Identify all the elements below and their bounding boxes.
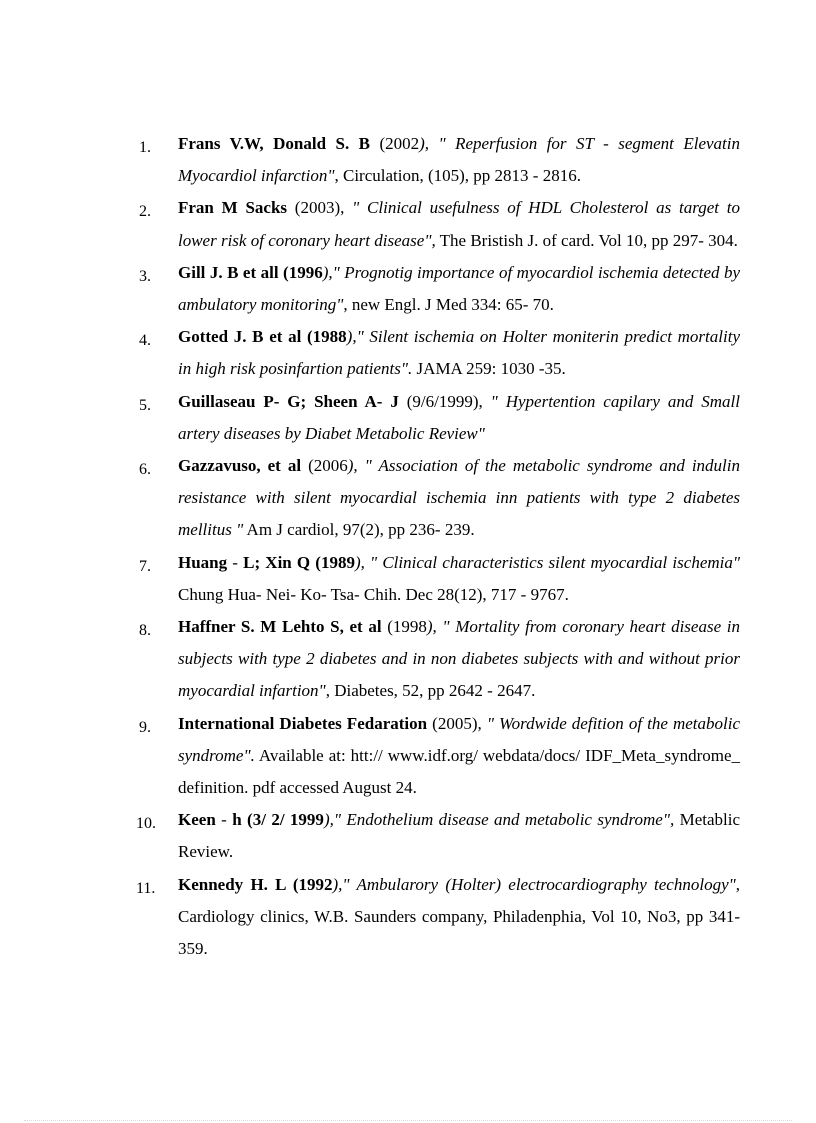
reference-source: , new Engl. J Med 334: 65- 70. bbox=[343, 295, 554, 315]
reference-authors: International Diabetes Fedaration bbox=[178, 713, 428, 733]
reference-item bbox=[134, 804, 740, 868]
reference-item bbox=[134, 128, 740, 192]
reference-authors: Gotted J. B et al (1988 bbox=[178, 327, 347, 347]
reference-source: Am J cardiol, 97(2), pp 236- 239. bbox=[243, 520, 475, 540]
reference-number: 2. bbox=[139, 203, 151, 221]
reference-item bbox=[134, 869, 740, 966]
reference-number: 3. bbox=[139, 267, 151, 285]
reference-title: )," Ambularory (Holter) electrocardiography technology" bbox=[332, 874, 736, 894]
reference-number: 9. bbox=[139, 718, 151, 736]
reference-item bbox=[134, 192, 740, 256]
reference-authors: Keen bbox=[178, 810, 216, 830]
reference-authors: Guillaseau P- G; Sheen A- J bbox=[178, 391, 399, 411]
reference-number: 4. bbox=[139, 332, 151, 350]
reference-list bbox=[134, 128, 740, 965]
reference-number: 1. bbox=[139, 139, 151, 156]
reference-title: ), " Association of the metabolic syndrome and indulin resistance with silent myocardial ischemia inn patients with type 2 diabetes mellitus " bbox=[178, 456, 740, 540]
reference-year: (1998 bbox=[381, 617, 427, 637]
reference-source: JAMA 259: 1030 -35. bbox=[412, 359, 566, 379]
reference-number: 11. bbox=[136, 879, 156, 897]
reference-authors-first: Huang bbox=[178, 552, 228, 572]
reference-authors: L; Xin Q (1989 bbox=[243, 552, 355, 572]
reference-author-separator: - bbox=[227, 552, 244, 572]
reference-authors: Fran M Sacks bbox=[178, 198, 288, 218]
reference-title: ), " Mortality from coronary heart disease in subjects with type 2 diabetes and in non diabetes subjects with and without prior myocardial infartion" bbox=[178, 617, 741, 701]
reference-source: Chung Hua- Nei- Ko- Tsa- Chih. Dec 28(12), 717 - 9767. bbox=[178, 584, 569, 604]
reference-title: )," Prognotig importance of myocardiol ischemia detected by ambulatory monitoring" bbox=[178, 262, 741, 315]
reference-source: , Diabetes, 52, pp 2642 - 2647. bbox=[325, 681, 536, 701]
reference-number: 5. bbox=[139, 396, 151, 414]
reference-title: ), " Clinical characteristics silent myocardial ischemia" bbox=[354, 552, 741, 572]
reference-number: 7. bbox=[139, 557, 151, 575]
reference-item bbox=[134, 386, 740, 450]
reference-number: 6. bbox=[139, 461, 151, 479]
reference-source: , Circulation, (105), pp 2813 - 2816. bbox=[334, 166, 581, 186]
reference-title: )," Endothelium disease and metabolic syndrome", bbox=[323, 810, 675, 830]
reference-item bbox=[134, 708, 740, 805]
reference-authors: Frans V.W, Donald S. B bbox=[178, 134, 370, 153]
reference-number: 8. bbox=[139, 622, 151, 640]
reference-year: (9/6/1999), bbox=[398, 391, 491, 411]
reference-source: The Bristish J. of card. Vol 10, pp 297- 304. bbox=[435, 230, 738, 250]
reference-author-separator: - bbox=[215, 810, 233, 830]
reference-authors: Kennedy H. L (1992 bbox=[178, 874, 333, 894]
reference-title: " Hypertention capilary and Small artery diseases by Diabet Metabolic Review" bbox=[178, 391, 740, 443]
reference-item bbox=[134, 321, 740, 385]
reference-authors: Gill J. B et all (1996 bbox=[178, 262, 323, 282]
reference-title: " Wordwide defition of the metabolic syndrome". bbox=[178, 713, 740, 765]
reference-year: (2005), bbox=[427, 713, 487, 733]
reference-source: Metablic Review. bbox=[178, 810, 741, 862]
reference-authors: Gazzavuso, et al bbox=[178, 456, 302, 476]
reference-item bbox=[134, 547, 740, 611]
reference-authors: Haffner S. M Lehto S, et al bbox=[178, 617, 382, 637]
reference-source: , Cardiology clinics, W.B. Saunders company, Philadenphia, Vol 10, No3, pp 341- 359. bbox=[178, 874, 741, 959]
reference-year: (2002 bbox=[370, 134, 420, 153]
reference-item bbox=[134, 257, 740, 321]
reference-title: " Clinical usefulness of HDL Cholesterol as target to lower risk of coronary heart disease", bbox=[178, 198, 740, 250]
reference-number: 10. bbox=[136, 815, 156, 833]
reference-title: ), " Reperfusion for ST - segment Elevatin Myocardiol infarction" bbox=[178, 134, 741, 186]
reference-year: (2006 bbox=[301, 456, 348, 476]
reference-year: h (3/ 2/ 1999 bbox=[232, 810, 324, 830]
reference-item bbox=[134, 611, 740, 708]
reference-item bbox=[134, 450, 740, 547]
reference-title: )," Silent ischemia on Holter moniterin predict mortality in high risk posinfartion patients". bbox=[178, 327, 740, 379]
reference-year: (2003), bbox=[287, 198, 353, 218]
reference-source: Available at: htt:// www.idf.org/ webdata/docs/ IDF_Meta_syndrome_ definition. pdf accessed August 24. bbox=[178, 745, 740, 798]
page-bottom-divider bbox=[24, 1120, 792, 1121]
